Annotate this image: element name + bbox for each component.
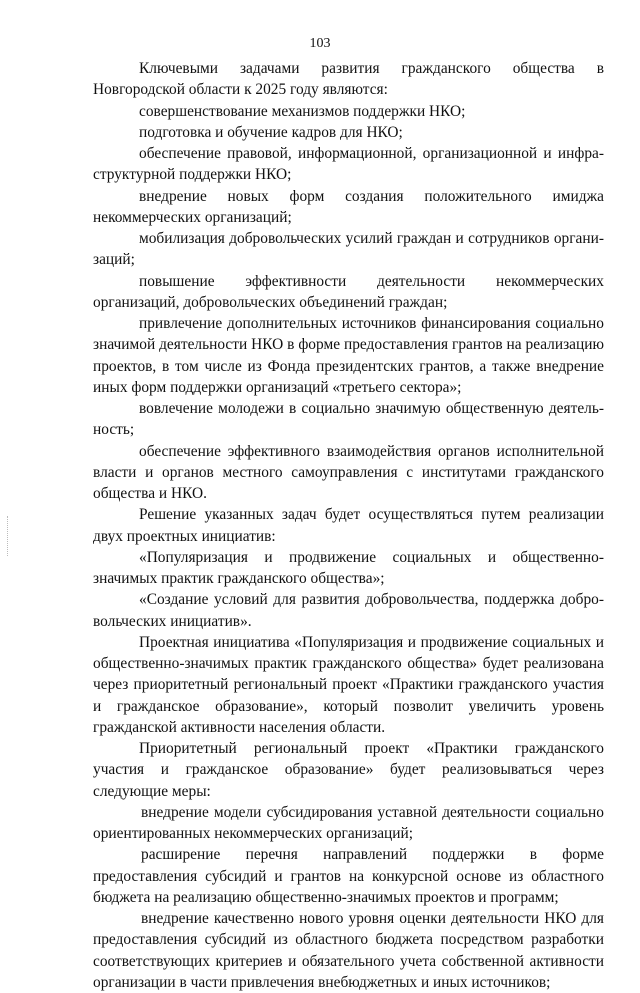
list-item-measure: расширение перечня направлений поддержки в форме предоставления субсидий и грантов на конкурсной основе из областного бюджета на реализацию общественно-значимых проектов и программ; [93, 846, 604, 906]
list-item-task: обеспечение правовой, информационной, организационной и инфраструктурной поддержки НКО; [93, 145, 604, 184]
list-item-initiative: «Создание условий для развития добровольчества, поддержка добровольческих инициатив». [93, 591, 604, 630]
paragraph-regional-project: Приоритетный региональный проект «Практики гражданского участия и гражданское образование» будет реализовываться через следующие меры: [93, 740, 604, 800]
list-item-task: мобилизация добровольческих усилий граждан и сотрудников организаций; [93, 230, 604, 269]
list-item-task: повышение эффективности деятельности некоммерческих организаций, добровольческих объединений граждан; [93, 272, 604, 311]
list-item-task: обеспечение эффективного взаимодействия органов исполнительной власти и органов местного самоуправления с институтами гражданского общества и НКО. [93, 442, 604, 502]
paragraph-project-initiative: Проектная инициатива «Популяризация и продвижение социальных и общественно-значимых практик гражданского общества» будет реализована через приоритетный региональный проект «Практики гражданского участия и гражданское образование», который позволит увеличить уровень гражданской активности населения области. [93, 633, 604, 736]
list-item-measure: внедрение модели субсидирования уставной деятельности социально ориентированных некоммерческих организаций; [93, 803, 604, 842]
list-item-task: подготовка и обучение кадров для НКО; [139, 123, 403, 141]
page-number: 103 [309, 36, 331, 51]
list-item-measure: внедрение качественно нового уровня оценки деятельности НКО для предоставления субсидий из областного бюджета посредством разработки соответствующих критериев и обязательного учета собственной активности организации в части привлечения внебюджетных и иных источников; [93, 910, 604, 991]
list-item-task: вовлечение молодежи в социально значимую общественную деятельность; [93, 400, 604, 439]
margin-scan-marks [7, 516, 10, 556]
paragraph-intro: Ключевыми задачами развития гражданского общества в Новгородской области к 2025 году являются: [93, 60, 604, 99]
paragraph-solution: Решение указанных задач будет осуществляться путем реализации двух проектных инициатив: [93, 506, 604, 545]
list-item-task: совершенствование механизмов поддержки НКО; [139, 102, 466, 120]
list-item-task: привлечение дополнительных источников финансирования социально значимой деятельности НКО в форме предоставления грантов на реализацию проектов, в том числе из Фонда президентских грантов, а также внедрение иных форм поддержки организаций «третьего сектора»; [93, 315, 604, 396]
document-body [93, 58, 604, 993]
list-item-task: внедрение новых форм создания положительного имиджа некоммерческих организаций; [93, 187, 604, 226]
list-item-initiative: «Популяризация и продвижение социальных и общественно-значимых практик гражданского общества»; [93, 548, 604, 587]
